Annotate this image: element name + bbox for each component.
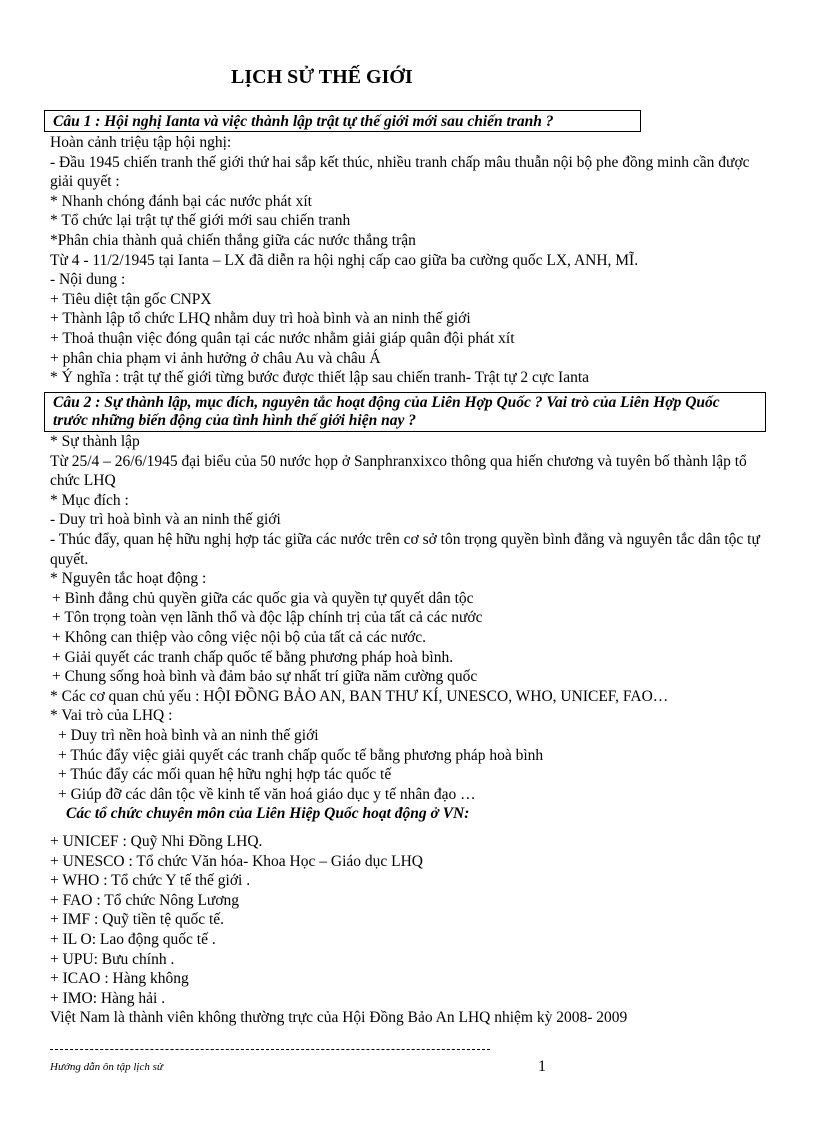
list-item: + IL O: Lao động quốc tế . bbox=[50, 930, 216, 948]
footer-text: Hướng dẫn ôn tập lịch sử bbox=[50, 1061, 163, 1073]
list-item: + IMF : Quỹ tiền tệ quốc tế. bbox=[50, 911, 225, 929]
text-line: Hoàn cảnh triệu tập hội nghị: bbox=[50, 134, 232, 151]
text-line: + Thúc đẩy các mối quan hệ hữu nghị hợp tác quốc tế bbox=[58, 766, 392, 784]
text-line: - Nội dung : bbox=[50, 271, 126, 289]
list-item: + WHO : Tổ chức Y tế thế giới . bbox=[50, 872, 251, 890]
question-1-heading: Câu 1 : Hội nghị Ianta và việc thành lập trật tự thế giới mới sau chiến tranh ? bbox=[44, 110, 641, 132]
text-line: + Duy trì nền hoà bình và an ninh thế giới bbox=[58, 726, 319, 744]
text-line: * Mục đích : bbox=[50, 491, 129, 509]
text-line: + Chung sống hoà bình và đảm bảo sự nhất trí giữa năm cường quốc bbox=[52, 668, 478, 686]
text-line: - Đầu 1945 chiến tranh thế giới thứ hai sắp kết thúc, nhiều tranh chấp mâu thuẫn nội bộ phe đồng minh cần được giải quyết : bbox=[50, 153, 750, 191]
text-line: + Tôn trọng toàn vẹn lãnh thổ và độc lập chính trị của tất cả các nước bbox=[52, 609, 483, 627]
question-2-body bbox=[50, 432, 770, 824]
text-line: + Thúc đẩy việc giải quyết các tranh chấp quốc tế bằng phương pháp hoà bình bbox=[58, 746, 544, 764]
text-line: + Giúp đỡ các dân tộc về kinh tế văn hoá giáo dục y tế nhân đạo … bbox=[58, 785, 476, 803]
text-line: + Thành lập tổ chức LHQ nhằm duy trì hoà bình và an ninh thế giới bbox=[50, 310, 471, 328]
text-line: *Phân chia thành quả chiến thắng giữa các nước thắng trận bbox=[50, 231, 416, 249]
text-line: - Thúc đẩy, quan hệ hữu nghị hợp tác giữa các nước trên cơ sở tôn trọng quyền bình đẳng và nguyên tắc dân tộc tự quyết. bbox=[50, 530, 760, 568]
text-line: + phân chia phạm vi ảnh hưởng ở châu Au và châu Á bbox=[50, 349, 381, 367]
text-line: + Thoả thuận việc đóng quân tại các nước nhằm giải giáp quân đội phát xít bbox=[50, 329, 515, 347]
text-line: Từ 25/4 – 26/6/1945 đại biểu của 50 nước họp ở Sanphranxixco thông qua hiến chương và tuyên bố thành lập tổ chức LHQ bbox=[50, 452, 747, 490]
text-line: * Sự thành lập bbox=[50, 433, 140, 450]
text-line: + Không can thiệp vào công việc nội bộ của tất cả các nước. bbox=[52, 628, 426, 646]
agencies-list bbox=[50, 832, 770, 1028]
text-line: + Giải quyết các tranh chấp quốc tế bằng phương pháp hoà bình. bbox=[52, 648, 454, 666]
text-line: * Vai trò của LHQ : bbox=[50, 707, 173, 725]
list-item: + ICAO : Hàng không bbox=[50, 970, 189, 988]
text-line: * Nhanh chóng đánh bại các nước phát xít bbox=[50, 192, 312, 210]
text-line: - Duy trì hoà bình và an ninh thế giới bbox=[50, 511, 281, 529]
text-line: * Nguyên tắc hoạt động : bbox=[50, 570, 207, 588]
text-line: * Các cơ quan chủ yếu : HỘI ĐỒNG BẢO AN, BAN THƯ KÍ, UNESCO, WHO, UNICEF, FAO… bbox=[50, 687, 669, 705]
text-line: + Bình đẳng chủ quyền giữa các quốc gia và quyền tự quyết dân tộc bbox=[52, 589, 474, 607]
footer-divider bbox=[50, 1049, 490, 1050]
list-item: + UNICEF : Quỹ Nhi Đồng LHQ. bbox=[50, 833, 263, 850]
question-1-body bbox=[50, 133, 770, 388]
list-item: + UNESCO : Tổ chức Văn hóa- Khoa Học – Giáo dục LHQ bbox=[50, 852, 423, 870]
list-item: + FAO : Tổ chức Nông Lương bbox=[50, 891, 240, 909]
text-line: * Tổ chức lại trật tự thế giới mới sau chiến tranh bbox=[50, 212, 351, 230]
closing-note: Việt Nam là thành viên không thường trực của Hội Đồng Bảo An LHQ nhiệm kỳ 2008- 2009 bbox=[50, 1009, 628, 1027]
page-number: 1 bbox=[538, 1058, 546, 1075]
list-item: + UPU: Bưu chính . bbox=[50, 950, 175, 968]
text-line: + Tiêu diệt tận gốc CNPX bbox=[50, 290, 212, 308]
text-line: * Ý nghĩa : trật tự thế giới từng bước được thiết lập sau chiến tranh- Trật tự 2 cực Ianta bbox=[50, 369, 590, 387]
page-title: LỊCH SỬ THẾ GIỚI bbox=[231, 66, 413, 88]
text-line: Từ 4 - 11/2/1945 tại Ianta – LX đã diễn ra hội nghị cấp cao giữa ba cường quốc LX, ANH, MĨ. bbox=[50, 251, 639, 269]
question-2-heading: Câu 2 : Sự thành lập, mục đích, nguyên tắc hoạt động của Liên Hợp Quốc ? Vai trò của Liên Hợp Quốc trước những biến động của tình hình thế giới hiện nay ? bbox=[44, 392, 766, 432]
list-item: + IMO: Hàng hải . bbox=[50, 989, 166, 1007]
agencies-heading: Các tổ chức chuyên môn của Liên Hiệp Quốc hoạt động ở VN: bbox=[66, 805, 470, 823]
